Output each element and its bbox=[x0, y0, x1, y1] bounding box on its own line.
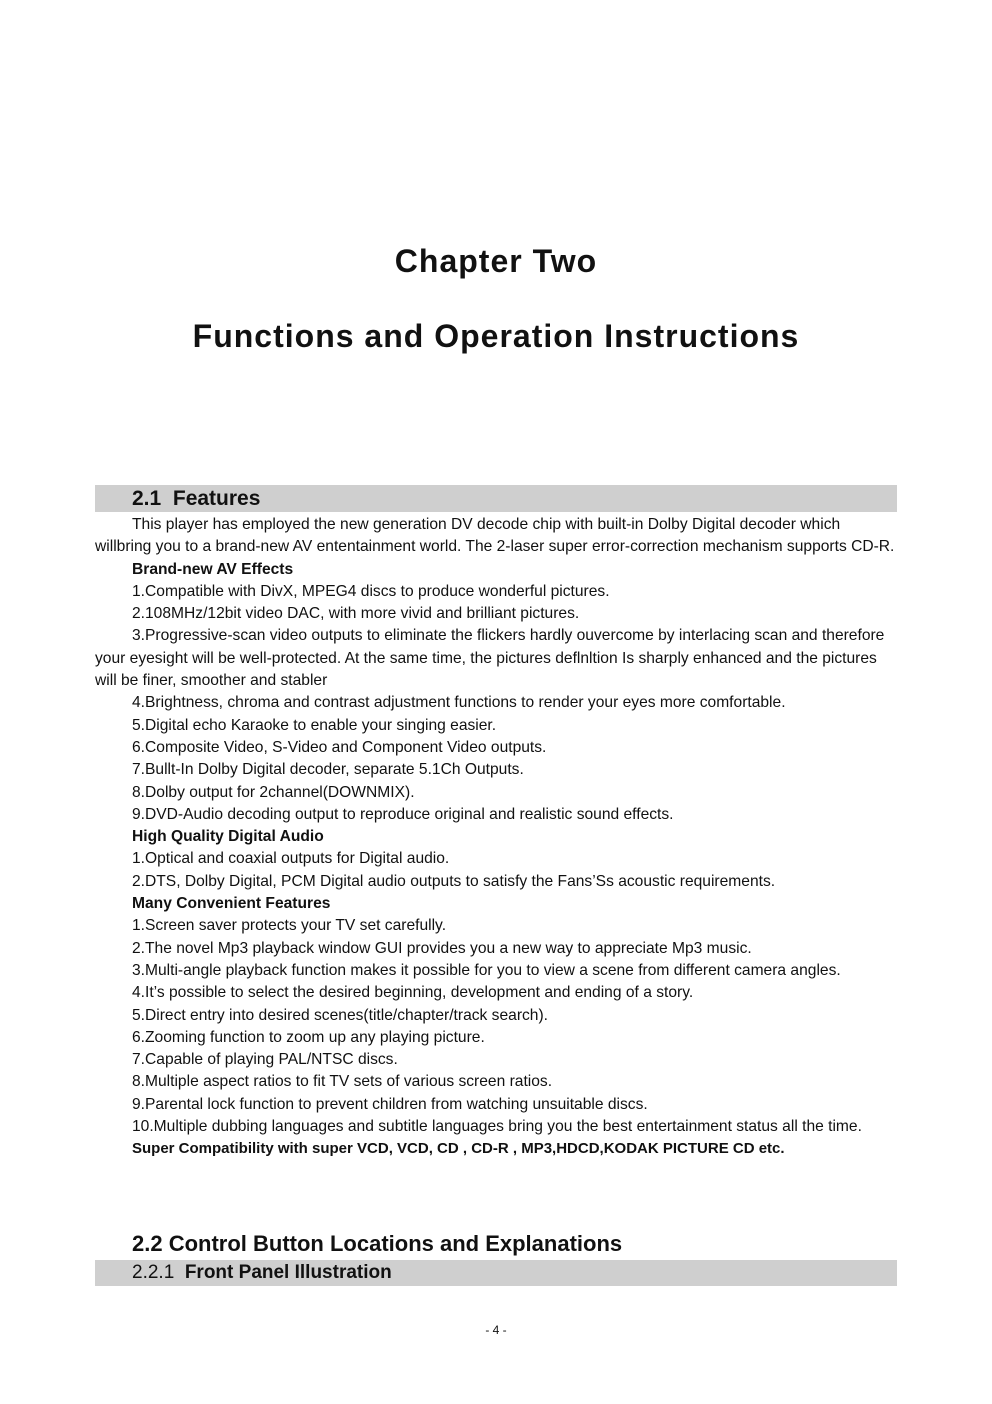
features-intro: This player has employed the new generation DV decode chip with built-in Dolby Digital decoder which willbring you to a brand-new AV ententainment world. The 2-laser super error-correction mechanism supports CD-R. bbox=[95, 516, 895, 556]
features-title: Features bbox=[172, 487, 261, 510]
list-item: 10.Multiple dubbing languages and subtitle languages bring you the best entertainment status all the time. bbox=[132, 1118, 862, 1136]
chapter-subtitle: Functions and Operation Instructions bbox=[192, 318, 800, 354]
features-heading-bar bbox=[95, 485, 897, 512]
group-heading: Many Convenient Features bbox=[132, 895, 331, 913]
list-item: 7.Capable of playing PAL/NTSC discs. bbox=[132, 1051, 398, 1069]
page-number: - 4 - bbox=[485, 1323, 507, 1337]
group-heading: High Quality Digital Audio bbox=[132, 828, 324, 846]
list-item: 5.Direct entry into desired scenes(title/chapter/track search). bbox=[132, 1006, 549, 1024]
front-panel-heading bbox=[132, 1260, 392, 1286]
features-heading bbox=[132, 485, 260, 512]
list-item: 6.Zooming function to zoom up any playing picture. bbox=[132, 1028, 485, 1046]
features-body bbox=[95, 514, 897, 1161]
chapter-title: Chapter Two bbox=[394, 243, 598, 279]
front-panel-heading-bar bbox=[95, 1260, 897, 1286]
list-item: 3.Progressive-scan video outputs to eliminate the flickers hardly ouvercome by interlacing scan and therefore your eyesight will be well-protected. At the same time, the pictures deflnltion Is sharply enhanced and the pictures will be finer, smoother and stabler bbox=[95, 627, 885, 690]
group-heading: Brand-new AV Effects bbox=[132, 560, 294, 578]
list-item: 3.Multi-angle playback function makes it possible for you to view a scene from different camera angles. bbox=[132, 961, 841, 979]
list-item: 9.DVD-Audio decoding output to reproduce original and realistic sound effects. bbox=[132, 805, 674, 823]
front-panel-title: Front Panel Illustration bbox=[184, 1262, 392, 1283]
list-item: 7.Bullt-In Dolby Digital decoder, separate 5.1Ch Outputs. bbox=[132, 761, 524, 779]
list-item: 2.The novel Mp3 playback window GUI provides you a new way to appreciate Mp3 music. bbox=[132, 939, 752, 957]
list-item: 8.Multiple aspect ratios to fit TV sets of various screen ratios. bbox=[132, 1073, 553, 1091]
list-item: 5.Digital echo Karaoke to enable your singing easier. bbox=[132, 716, 497, 734]
list-item: 2.108MHz/12bit video DAC, with more vivid and brilliant pictures. bbox=[132, 605, 580, 623]
list-item: 9.Parental lock function to prevent children from watching unsuitable discs. bbox=[132, 1095, 648, 1113]
compatibility-statement: Super Compatibility with super VCD, VCD, CD , CD-R , MP3,HDCD,KODAK PICTURE CD etc. bbox=[132, 1140, 785, 1158]
features-number: 2.1 bbox=[132, 487, 162, 510]
list-item: 6.Composite Video, S-Video and Component Video outputs. bbox=[132, 738, 547, 756]
list-item: 1.Screen saver protects your TV set carefully. bbox=[132, 917, 447, 935]
list-item: 1.Optical and coaxial outputs for Digital audio. bbox=[132, 850, 450, 868]
list-item: 4.It’s possible to select the desired beginning, development and ending of a story. bbox=[132, 984, 694, 1002]
front-panel-number: 2.2.1 bbox=[132, 1262, 175, 1283]
control-section-heading: 2.2 Control Button Locations and Explanations bbox=[132, 1231, 623, 1256]
list-item: 2.DTS, Dolby Digital, PCM Digital audio outputs to satisfy the Fans’Ss acoustic requirements. bbox=[132, 872, 776, 890]
list-item: 1.Compatible with DivX, MPEG4 discs to produce wonderful pictures. bbox=[132, 582, 610, 600]
list-item: 8.Dolby output for 2channel(DOWNMIX). bbox=[132, 783, 415, 801]
list-item: 4.Brightness, chroma and contrast adjustment functions to render your eyes more comfortable. bbox=[132, 694, 786, 712]
